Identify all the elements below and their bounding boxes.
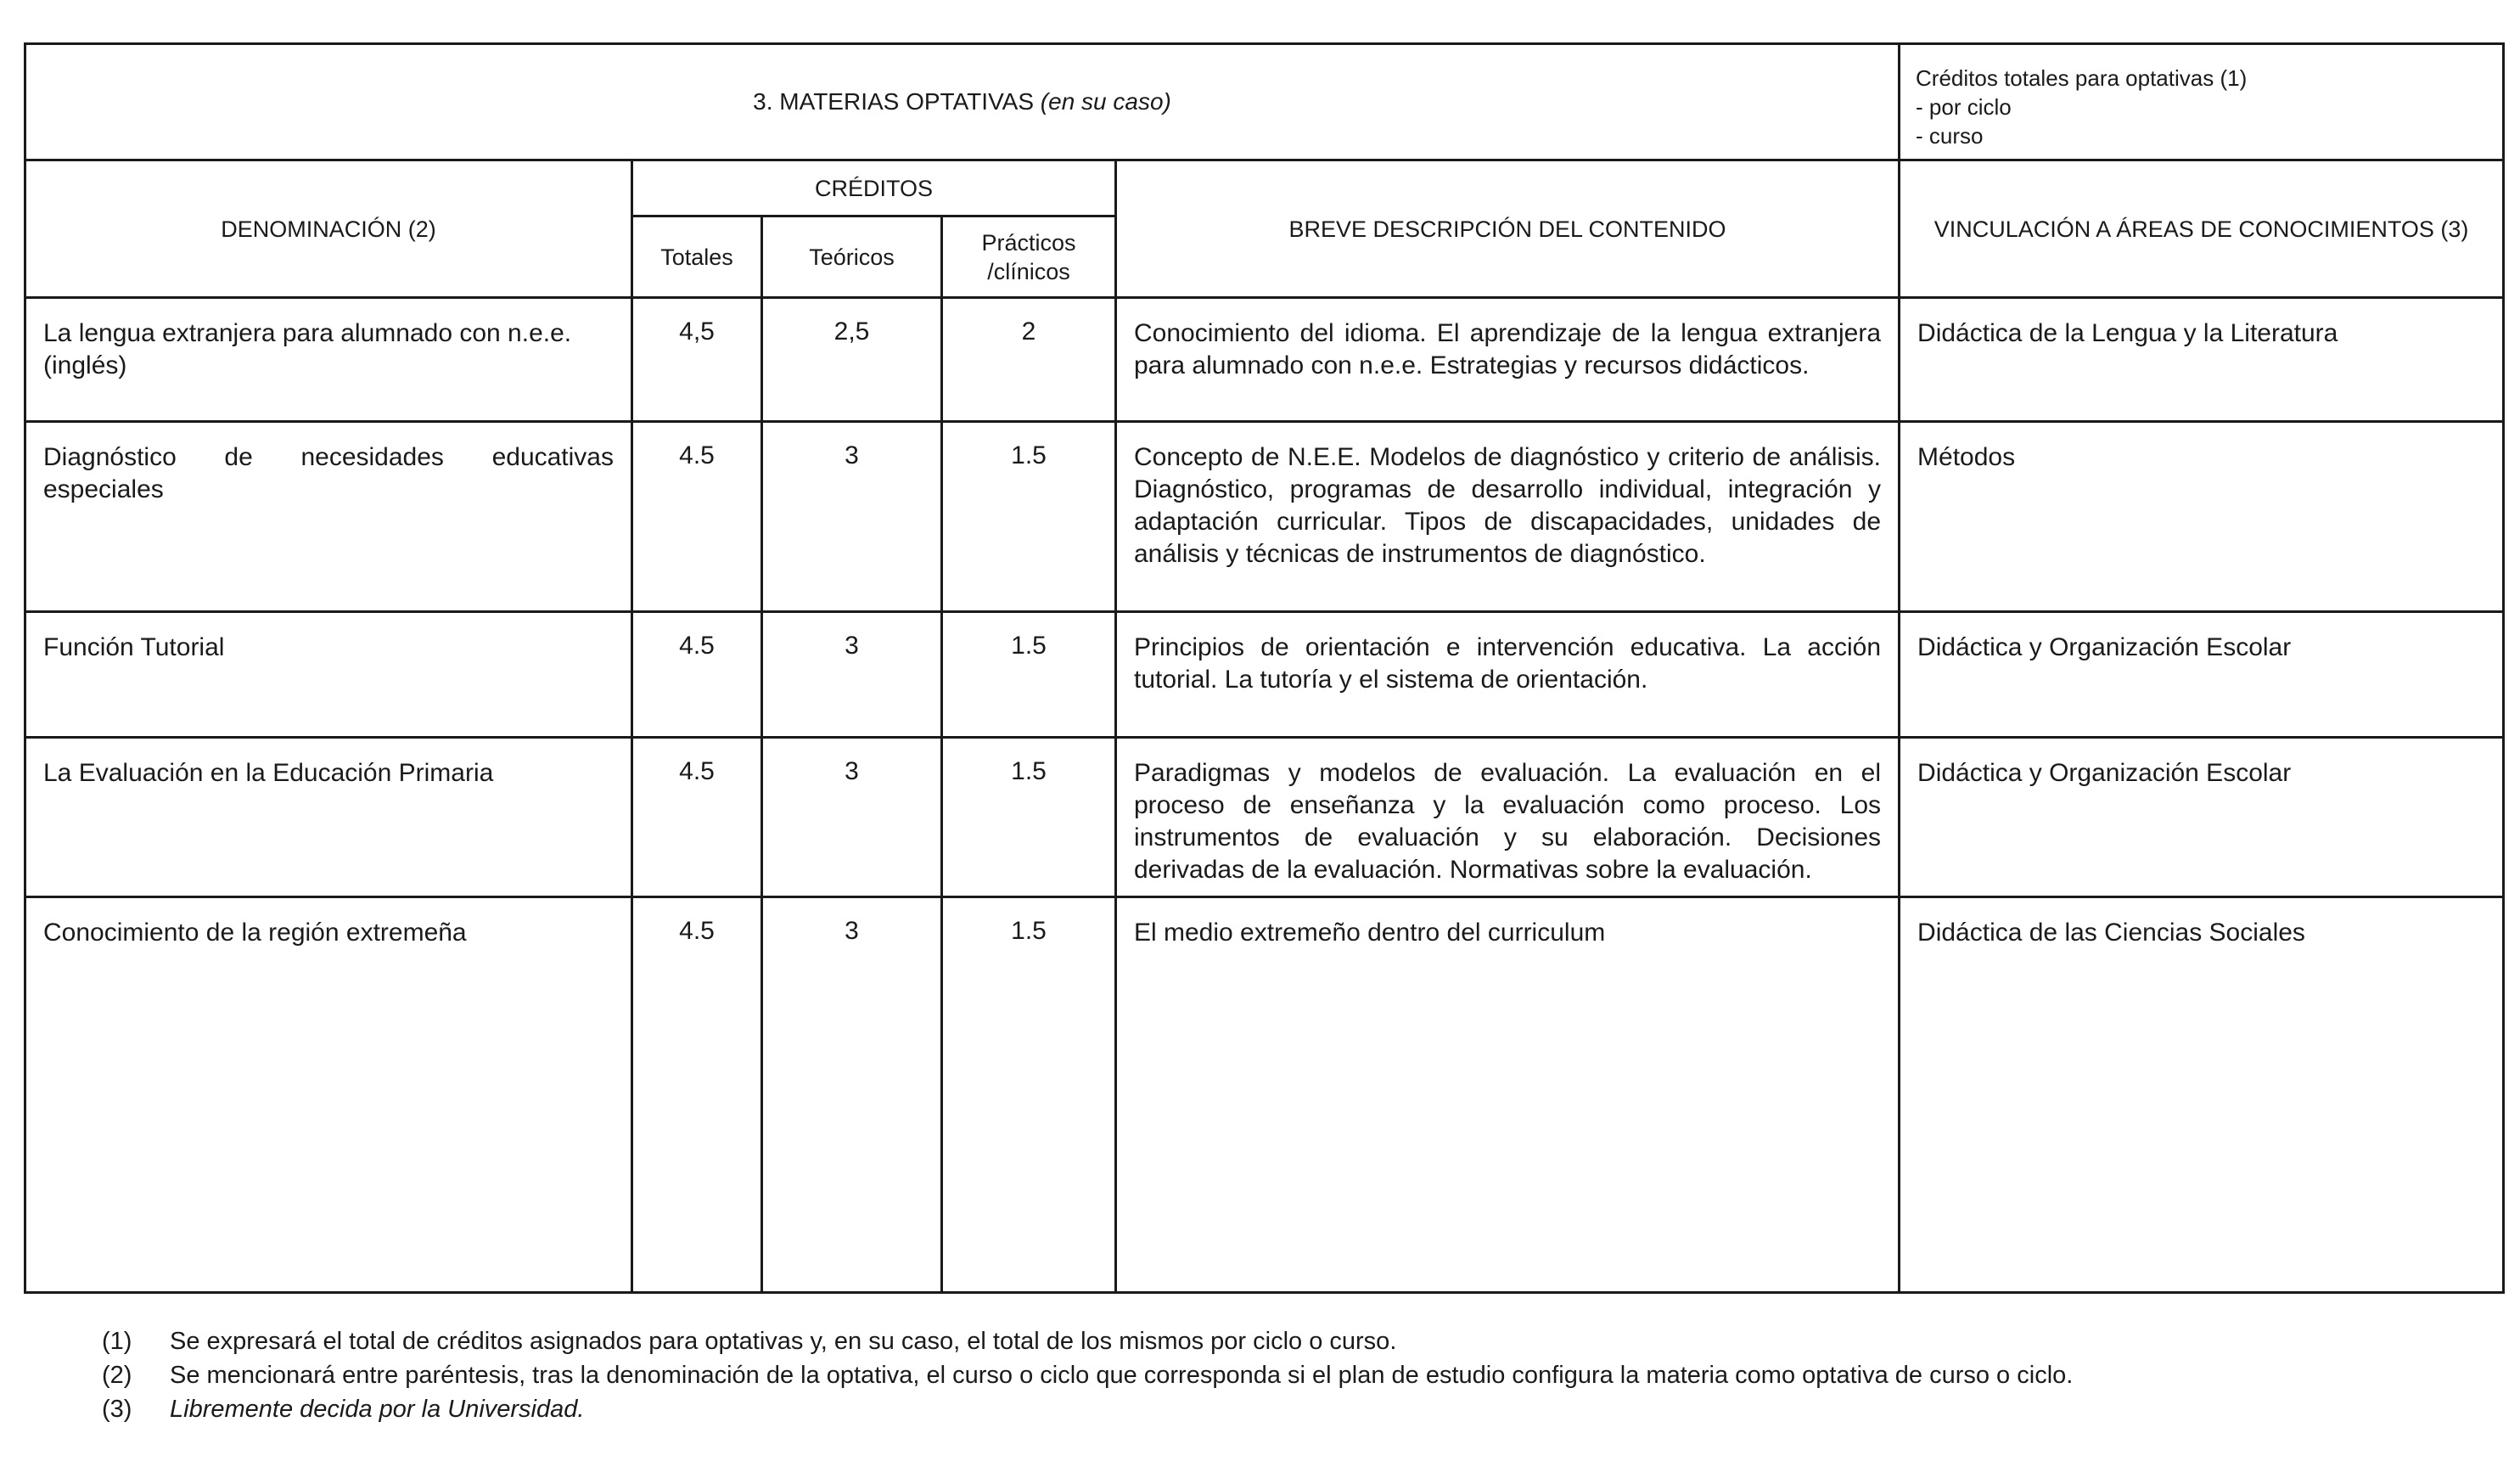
row-teoricos: 3	[762, 612, 942, 738]
header-teoricos: Teóricos	[762, 216, 942, 298]
row-descripcion: Concepto de N.E.E. Modelos de diagnóstico y criterio de análisis. Diagnóstico, programas de desarrollo individual, integración y adaptación curricular. Tipos de discapacidades, unidades de análisis y técnicas de instrumentos de diagnóstico.	[1116, 422, 1900, 612]
table-row	[25, 422, 2504, 612]
header-denominacion: DENOMINACIÓN (2)	[25, 160, 632, 298]
credits-total-label: Créditos totales para optativas (1)	[1916, 65, 2248, 91]
footnotes	[102, 1324, 2073, 1426]
row-descripcion: Principios de orientación e intervención educativa. La acción tutorial. La tutoría y el sistema de orientación.	[1116, 612, 1900, 738]
header-creditos: CRÉDITOS	[632, 160, 1116, 216]
section-title-prefix: 3. MATERIAS OPTATIVAS	[753, 88, 1035, 115]
row-teoricos: 3	[762, 422, 942, 612]
row-totales: 4,5	[632, 298, 762, 422]
row-denominacion: Diagnóstico de necesidades educativas especiales	[25, 422, 632, 612]
footnote-number: (1)	[102, 1328, 132, 1355]
footnote	[102, 1324, 2073, 1358]
row-denominacion: Conocimiento de la región extremeña	[25, 897, 632, 1293]
row-vinculacion: Didáctica de las Ciencias Sociales	[1900, 897, 2504, 1293]
table-row	[25, 298, 2504, 422]
header-descripcion: BREVE DESCRIPCIÓN DEL CONTENIDO	[1116, 160, 1900, 298]
footnote	[102, 1392, 2073, 1426]
table-row	[25, 897, 2504, 1293]
row-descripcion: Paradigmas y modelos de evaluación. La evaluación en el proceso de enseñanza y la evaluación como proceso. Los instrumentos de evaluación y su elaboración. Decisiones derivadas de la evaluación. Normativas sobre la evaluación.	[1116, 738, 1900, 897]
header-practicos: Prácticos /clínicos	[942, 216, 1116, 298]
header-vinculacion: VINCULACIÓN A ÁREAS DE CONOCIMIENTOS (3)	[1900, 160, 2504, 298]
row-descripcion: Conocimiento del idioma. El aprendizaje de la lengua extranjera para alumnado con n.e.e. Estrategias y recursos didácticos.	[1116, 298, 1900, 422]
footnote-number: (3)	[102, 1396, 132, 1423]
row-totales: 4.5	[632, 897, 762, 1293]
row-teoricos: 3	[762, 897, 942, 1293]
row-vinculacion: Didáctica y Organización Escolar	[1900, 612, 2504, 738]
table-row	[25, 612, 2504, 738]
credits-per-cycle: - por ciclo	[1916, 94, 2012, 120]
row-practicos: 1.5	[942, 612, 1116, 738]
row-denominacion: Función Tutorial	[25, 612, 632, 738]
section-title	[25, 44, 1900, 160]
footnote	[102, 1358, 2073, 1392]
row-totales: 4.5	[632, 738, 762, 897]
row-vinculacion: Didáctica y Organización Escolar	[1900, 738, 2504, 897]
row-totales: 4.5	[632, 422, 762, 612]
row-teoricos: 3	[762, 738, 942, 897]
header-totales: Totales	[632, 216, 762, 298]
footnote-text: Se mencionará entre paréntesis, tras la denominación de la optativa, el curso o ciclo que corresponda si el plan de estudio configura la materia como optativa de curso o ciclo.	[170, 1362, 2074, 1389]
row-teoricos: 2,5	[762, 298, 942, 422]
row-practicos: 1.5	[942, 738, 1116, 897]
row-practicos: 1.5	[942, 897, 1116, 1293]
row-denominacion: La lengua extranjera para alumnado con n.e.e. (inglés)	[25, 298, 632, 422]
footnote-text: Se expresará el total de créditos asignados para optativas y, en su caso, el total de los mismos por ciclo o curso.	[170, 1328, 1397, 1355]
row-vinculacion: Métodos	[1900, 422, 2504, 612]
footnote-number: (2)	[102, 1362, 132, 1389]
credits-total-cell	[1900, 44, 2504, 160]
row-practicos: 1.5	[942, 422, 1116, 612]
credits-per-course: - curso	[1916, 123, 1984, 149]
row-denominacion: La Evaluación en la Educación Primaria	[25, 738, 632, 897]
row-descripcion: El medio extremeño dentro del curriculum	[1116, 897, 1900, 1293]
table-row	[25, 738, 2504, 897]
optativas-table	[24, 42, 2505, 1294]
footnote-text: Libremente decida por la Universidad.	[170, 1396, 585, 1423]
section-title-suffix: (en su caso)	[1040, 88, 1171, 115]
row-practicos: 2	[942, 298, 1116, 422]
row-totales: 4.5	[632, 612, 762, 738]
row-vinculacion: Didáctica de la Lengua y la Literatura	[1900, 298, 2504, 422]
